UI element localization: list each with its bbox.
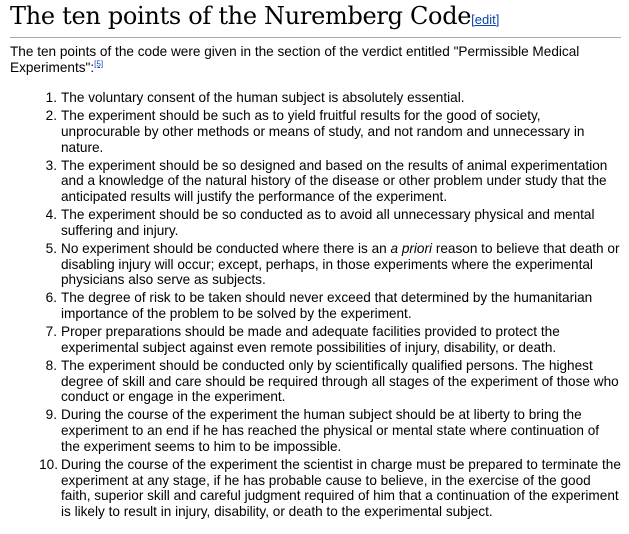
list-item <box>10 407 621 454</box>
list-item-number: 10. <box>39 456 58 472</box>
list-item-text: The experiment should be so designed and based on the results of animal experimentation and a knowledge of the natural history of the disease or other problem under study that the anticipated results will justify the performance of the experiment. <box>61 157 608 204</box>
list-item-number: 2. <box>45 108 57 124</box>
section-heading <box>10 2 621 38</box>
section-title: The ten points of the Nuremberg Code <box>10 2 472 30</box>
list-item-text: During the course of the experiment the human subject should be at liberty to bring the experiment to an end if he has reached the physical or mental state where continuation of the experiment seems to him to be impossible. <box>61 407 600 454</box>
list-item-text: The experiment should be such as to yield fruitful results for the good of society, unprocurable by other methods or means of study, and not random and unnecessary in nature. <box>61 108 585 155</box>
intro-text: The ten points of the code were given in the section of the verdict entitled "Permissible Medical Experiments": <box>10 44 580 75</box>
list-item <box>10 324 621 355</box>
intro-paragraph <box>10 44 621 76</box>
edit-section-link[interactable]: [edit] <box>471 12 500 27</box>
list-item-number: 1. <box>45 90 57 105</box>
list-item <box>10 290 621 321</box>
list-item-number: 6. <box>45 290 57 306</box>
list-item <box>10 358 621 405</box>
list-item <box>10 108 621 155</box>
list-item <box>10 241 621 288</box>
article-section <box>0 2 629 520</box>
list-item-text: The degree of risk to be taken should never exceed that determined by the humanitarian importance of the problem to be solved by the experiment. <box>61 290 593 322</box>
list-item-number: 5. <box>45 240 57 256</box>
list-item-number: 3. <box>45 157 57 173</box>
list-item-number: 8. <box>45 357 57 373</box>
list-item <box>10 457 621 520</box>
list-item <box>10 207 621 238</box>
list-item-number: 9. <box>45 407 57 423</box>
list-item-number: 7. <box>45 324 57 340</box>
list-item-text <box>61 241 619 287</box>
citation-link[interactable]: [5] <box>94 59 104 69</box>
points-list <box>10 90 621 520</box>
list-item-text: During the course of the experiment the scientist in charge must be prepared to terminate the experiment at any stage, if he has probable cause to believe, in the exercise of the good faith, superior skill and careful judgment required of him that a continuation of the experiment is likely to result in injury, disability, or death to the experimental subject. <box>61 456 621 520</box>
list-item-text: Proper preparations should be made and adequate facilities provided to protect the experimental subject against even remote possibilities of injury, disability, or death. <box>61 324 560 355</box>
list-item-text-start: No experiment should be conducted where there is an <box>61 240 391 256</box>
list-item-text: The experiment should be so conducted as to avoid all unnecessary physical and mental suffering and injury. <box>61 207 595 238</box>
list-item-text-end: reason to believe that death or disabling injury will occur; except, perhaps, in those experiments where the experimental physicians also serve as subjects. <box>61 240 620 288</box>
list-item-number: 4. <box>45 207 57 223</box>
list-item-text: The voluntary consent of the human subject is absolutely essential. <box>61 90 465 105</box>
list-item <box>10 90 621 106</box>
list-item-text-italic: a priori <box>390 240 433 256</box>
list-item-text: The experiment should be conducted only by scientifically qualified persons. The highest degree of skill and care should be required through all stages of the experiment of those who conduct or engage in the experiment. <box>61 357 619 405</box>
list-item <box>10 158 621 205</box>
